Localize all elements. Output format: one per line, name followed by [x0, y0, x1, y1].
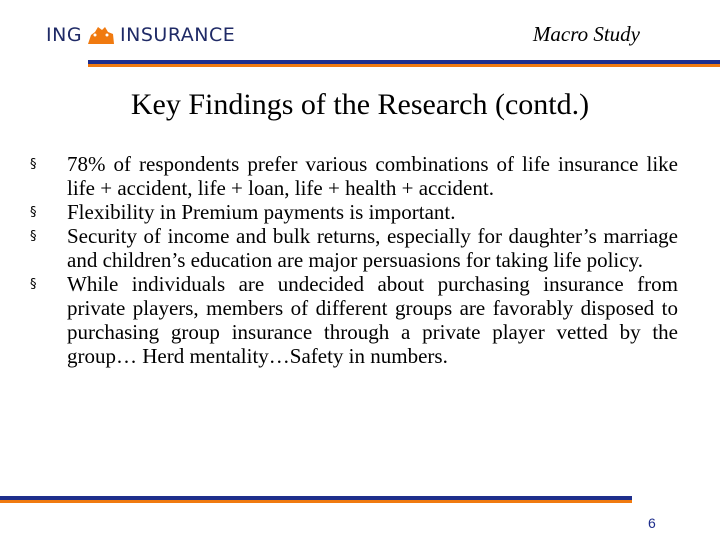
list-item-text: Security of income and bulk returns, especially for daughter’s marriage and children’s education are major persuasions for taking life policy. — [67, 224, 678, 272]
bullet-marker: § — [30, 205, 37, 220]
header-rule-orange — [88, 64, 720, 67]
list-item-text: Flexibility in Premium payments is important. — [67, 200, 456, 224]
findings-list — [30, 152, 678, 368]
bullet-marker: § — [30, 157, 37, 172]
list-item — [30, 200, 678, 224]
list-item — [30, 152, 678, 200]
page-number: 6 — [648, 515, 656, 531]
list-item-text: 78% of respondents prefer various combinations of life insurance like life + accident, life + loan, life + health + accident. — [67, 152, 678, 200]
list-item — [30, 224, 678, 272]
ing-insurance-logo — [46, 24, 235, 46]
bullet-marker: § — [30, 277, 37, 292]
lion-icon — [86, 24, 116, 46]
logo-text-ing: ING — [46, 24, 83, 46]
list-item — [30, 272, 678, 368]
logo-text-insurance: INSURANCE — [120, 24, 236, 46]
list-item-text: While individuals are undecided about purchasing insurance from private players, members of different groups are favorably disposed to purchasing group insurance through a private player vetted by the group… Herd mentality…Safety in numbers. — [67, 272, 678, 368]
bullet-marker: § — [30, 229, 37, 244]
slide-title: Key Findings of the Research (contd.) — [130, 88, 590, 121]
footer-rule-orange — [0, 500, 632, 503]
section-label: Macro Study — [532, 22, 640, 46]
